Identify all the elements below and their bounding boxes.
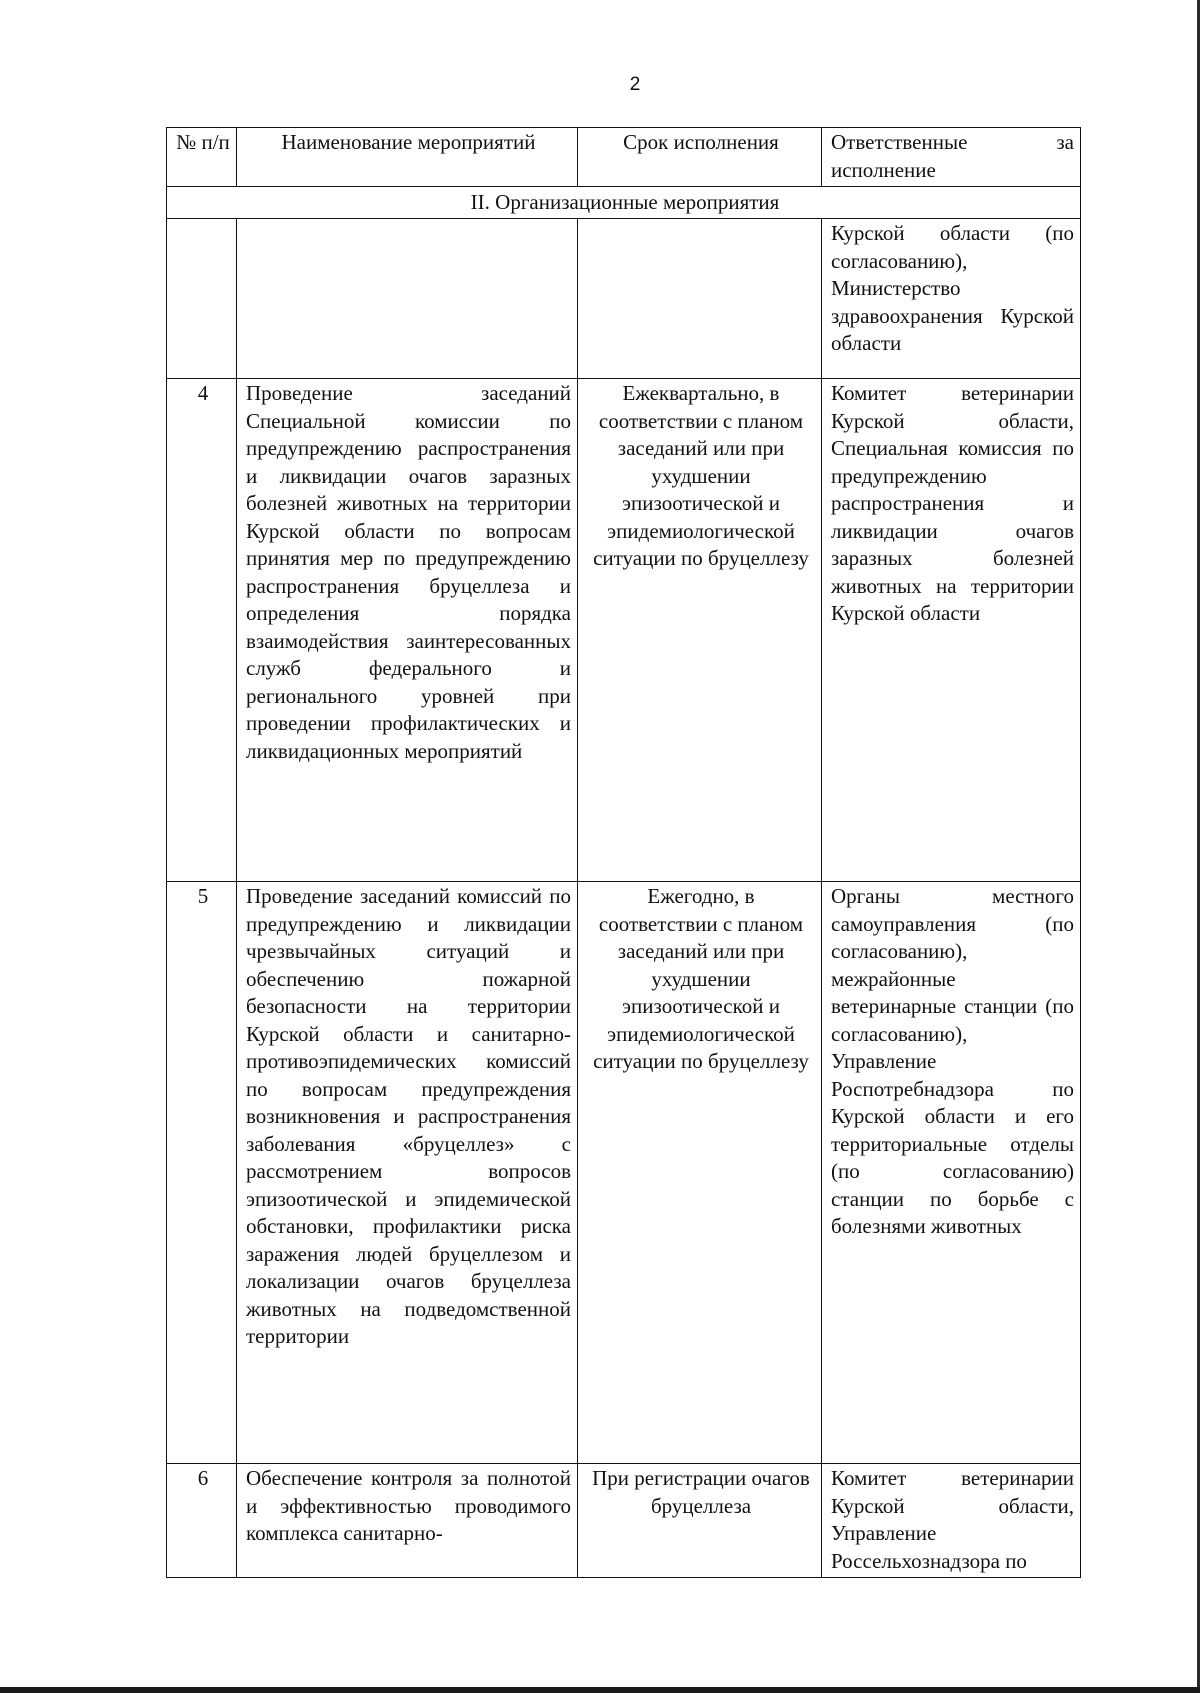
table-row	[167, 882, 1081, 1464]
table-header-row	[167, 128, 1081, 187]
cell-name	[237, 219, 578, 379]
section-title: II. Организационные мероприятия	[167, 187, 1081, 219]
table-row	[167, 219, 1081, 379]
header-num: № п/п	[167, 128, 237, 187]
scan-edge-bottom	[0, 1687, 1200, 1693]
cell-name: Проведение заседаний комиссий по предупреждению и ликвидации чрезвычайных ситуаций и обеспечению пожарной безопасности на территории Курской области и санитарно-противоэпидемических комиссий по вопросам предупреждения возникновения и распространения заболевания «бруцеллез» с рассмотрением вопросов эпизоотической и эпидемической обстановки, профилактики риска заражения людей бруцеллезом и локализации очагов бруцеллеза животных на подведомственной территории	[237, 882, 578, 1464]
cell-name: Обеспечение контроля за полнотой и эффективностью проводимого комплекса санитарно-	[237, 1464, 578, 1578]
table-row	[167, 1464, 1081, 1578]
cell-term: Ежегодно, в соответствии с планом заседаний или при ухудшении эпизоотической и эпидемиологической ситуации по бруцеллезу	[578, 882, 822, 1464]
cell-term	[578, 219, 822, 379]
cell-num: 6	[167, 1464, 237, 1578]
cell-num: 5	[167, 882, 237, 1464]
header-term: Срок исполнения	[578, 128, 822, 187]
cell-responsible: Курской области (по согласованию), Министерство здравоохранения Курской области	[822, 219, 1081, 379]
cell-term: При регистрации очагов бруцеллеза	[578, 1464, 822, 1578]
cell-num: 4	[167, 379, 237, 882]
header-name: Наименование мероприятий	[237, 128, 578, 187]
header-responsible: Ответственные за исполнение	[822, 128, 1081, 187]
page-number: 2	[629, 74, 641, 95]
table-row	[167, 379, 1081, 882]
cell-term: Ежеквартально, в соответствии с планом заседаний или при ухудшении эпизоотической и эпидемиологической ситуации по бруцеллезу	[578, 379, 822, 882]
cell-num	[167, 219, 237, 379]
cell-responsible: Органы местного самоуправления (по согласованию), межрайонные ветеринарные станции (по согласованию), Управление Роспотребнадзора по Курской области и его территориальные отделы (по согласованию) станции по борьбе с болезнями животных	[822, 882, 1081, 1464]
cell-responsible: Комитет ветеринарии Курской области, Управление Россельхознадзора по	[822, 1464, 1081, 1578]
section-row	[167, 187, 1081, 219]
cell-responsible: Комитет ветеринарии Курской области, Специальная комиссия по предупреждению распространения и ликвидации очагов заразных болезней животных на территории Курской области	[822, 379, 1081, 882]
activities-table	[166, 127, 1081, 1578]
cell-name: Проведение заседаний Специальной комиссии по предупреждению распространения и ликвидации очагов заразных болезней животных на территории Курской области по вопросам принятия мер по предупреждению распространения бруцеллеза и определения порядка взаимодействия заинтересованных служб федерального и регионального уровней при проведении профилактических и ликвидационных мероприятий	[237, 379, 578, 882]
